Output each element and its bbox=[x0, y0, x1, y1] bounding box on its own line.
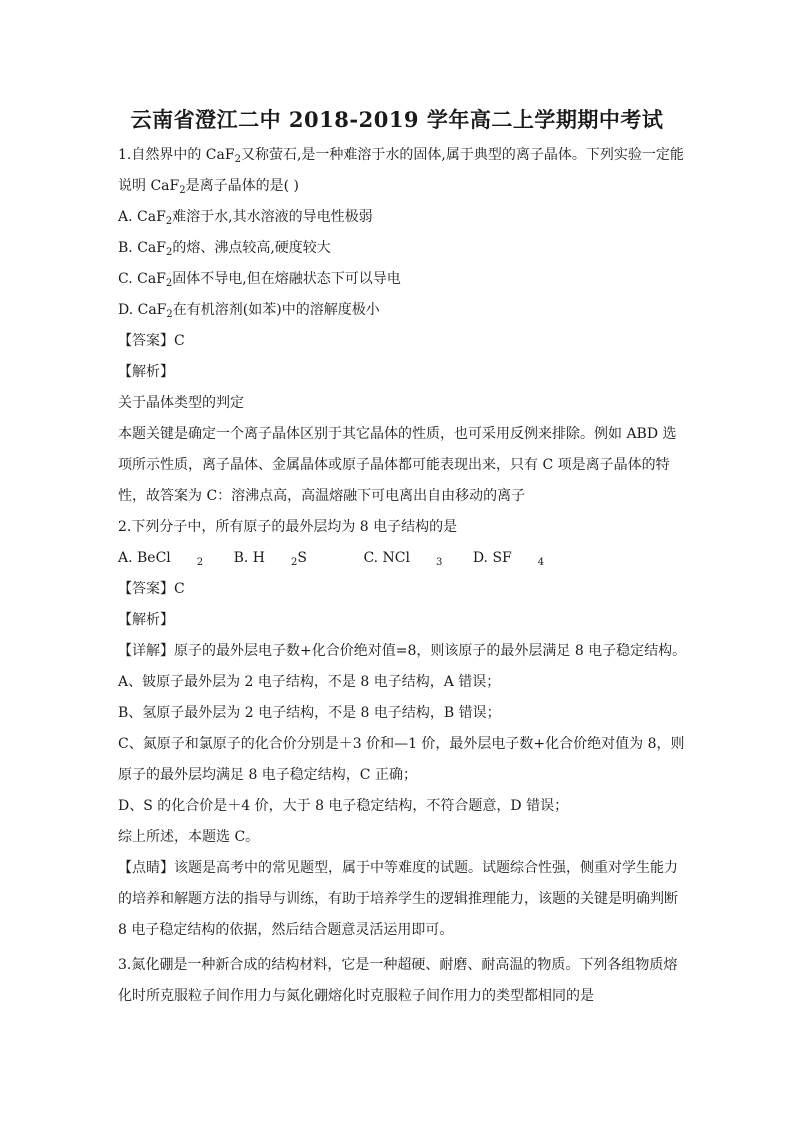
comment-label: 【点睛】 bbox=[118, 860, 174, 876]
q2-options bbox=[118, 548, 570, 568]
q2-comment-line1: 【点睛】该题是高考中的常见题型，属于中等难度的试题。试题综合性强，侧重对学生能力 bbox=[118, 860, 678, 876]
page-title: 云南省澄江二中 2018-2019 学年高二上学期期中考试 bbox=[130, 107, 664, 132]
q2-stem: 2.下列分子中，所有原子的最外层均为 8 电子结构的是 bbox=[118, 519, 458, 535]
q1-option-b: B. CaF$_2$的熔、沸点较高,硬度较大 bbox=[118, 240, 331, 258]
q2-line-c2: 原子的最外层均满足 8 电子稳定结构，C 正确； bbox=[118, 767, 417, 783]
q2-summary: 综上所述，本题选 C。 bbox=[118, 829, 260, 845]
q2-comment-line2: 的培养和解题方法的指导与训练，有助于培养学生的逻辑推理能力，该题的关键是明确判断 bbox=[118, 891, 678, 907]
q2-line-d: D、S 的化合价是＋4 价，大于 8 电子稳定结构，不符合题意，D 错误； bbox=[118, 798, 569, 814]
q2-detail: 【详解】原子的最外层电子数+化合价绝对值=8，则该原子的最外层满足 8 电子稳定结构。 bbox=[118, 643, 687, 659]
q1-option-d: D. CaF$_2$在有机溶剂(如苯)中的溶解度极小 bbox=[118, 302, 380, 320]
q2-option-a: A. BeCl $_2$ bbox=[118, 550, 204, 568]
q1-analysis-heading: 【解析】 bbox=[118, 364, 174, 380]
q1-analysis-line3: 项所示性质，离子晶体、金属晶体或原子晶体都可能表现出来，只有 C 项是离子晶体的特 bbox=[118, 457, 670, 473]
q2-line-c1: C、氮原子和氯原子的化合价分别是＋3 价和—1 价，最外层电子数+化合价绝对值为 8，则 bbox=[118, 736, 685, 752]
q1-stem-line2: 说明 CaF$_2$是离子晶体的是( ) bbox=[118, 178, 299, 196]
q2-line-a: A、铍原子最外层为 2 电子结构，不是 8 电子结构，A 错误； bbox=[118, 674, 501, 690]
q1-analysis-line1: 关于晶体类型的判定 bbox=[118, 395, 244, 411]
q2-option-c: C. NCl $_3$ bbox=[363, 550, 443, 568]
q2-option-b: B. H $_2$S bbox=[233, 550, 307, 568]
q3-stem-line1: 3.氮化硼是一种新合成的结构材料，它是一种超硬、耐磨、耐高温的物质。下列各组物质熔 bbox=[118, 957, 678, 973]
q2-line-b: B、氢原子最外层为 2 电子结构，不是 8 电子结构，B 错误； bbox=[118, 705, 501, 721]
q1-option-a: A. CaF$_2$难溶于水,其水溶液的导电性极弱 bbox=[118, 209, 373, 227]
q2-option-d: D. SF $_4$ bbox=[472, 550, 545, 568]
q1-answer: 【答案】C bbox=[118, 333, 185, 349]
q2-analysis-heading: 【解析】 bbox=[118, 612, 174, 628]
q1-analysis-line2: 本题关键是确定一个离子晶体区别于其它晶体的性质，也可采用反例来排除。例如 ABD 选 bbox=[118, 426, 677, 442]
q1-option-c: C. CaF$_2$固体不导电,但在熔融状态下可以导电 bbox=[118, 271, 401, 289]
q1-stem-line1: 1.自然界中的 CaF$_2$又称萤石,是一种难溶于水的固体,属于典型的离子晶体。下列实验一定能 bbox=[118, 147, 684, 165]
q3-stem-line2: 化时所克服粒子间作用力与氮化硼熔化时克服粒子间作用力的类型都相同的是 bbox=[118, 988, 594, 1004]
q2-comment-line3: 8 电子稳定结构的依据，然后结合题意灵活运用即可。 bbox=[118, 922, 454, 938]
q2-answer: 【答案】C bbox=[118, 581, 185, 597]
q1-analysis-line4: 性，故答案为 C：溶沸点高，高温熔融下可电离出自由移动的离子 bbox=[118, 488, 526, 504]
detail-label: 【详解】 bbox=[118, 643, 174, 659]
